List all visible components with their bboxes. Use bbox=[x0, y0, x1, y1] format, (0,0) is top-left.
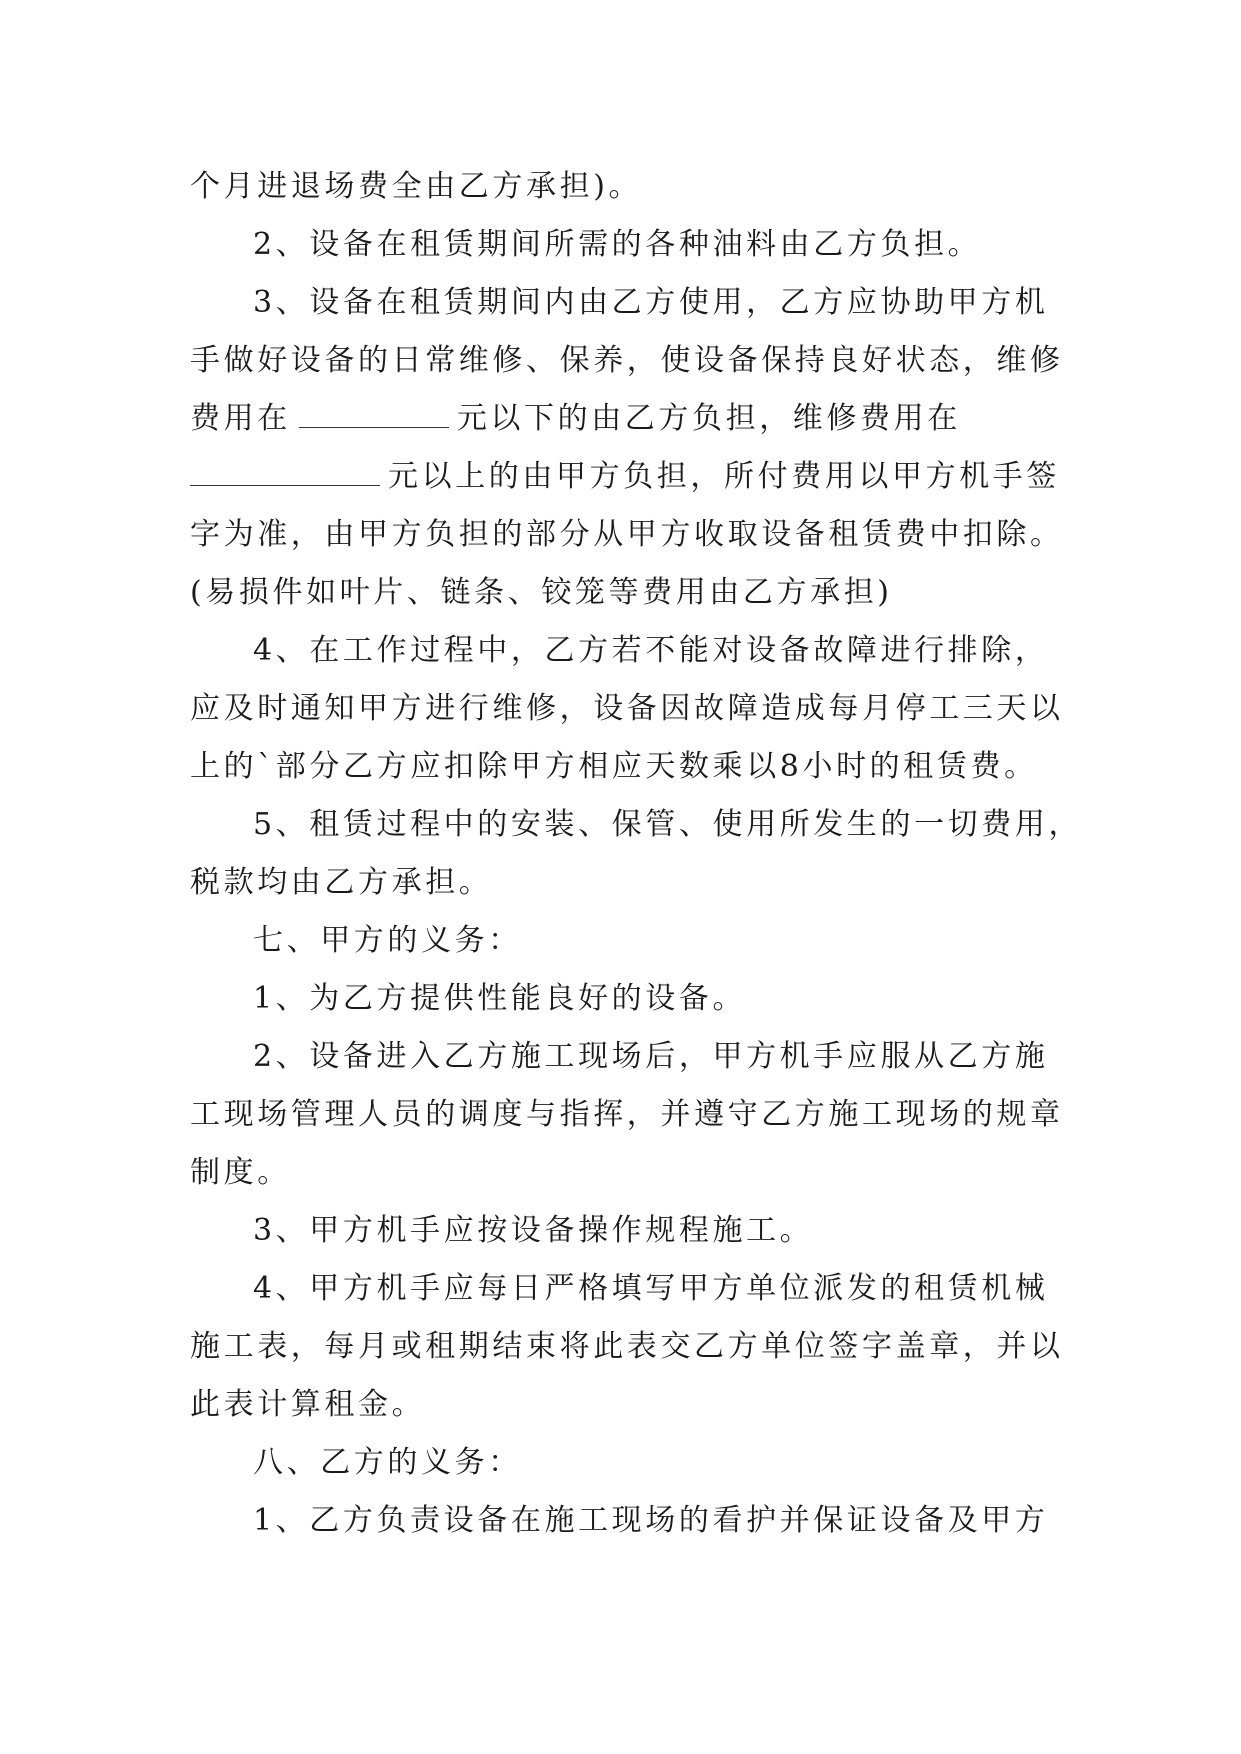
section-heading-8: 八、乙方的义务： bbox=[253, 1445, 522, 1480]
fill-in-blank bbox=[190, 455, 380, 486]
text-line-18: 制度。 bbox=[190, 1155, 291, 1190]
text-fragment: 费用在 bbox=[190, 401, 291, 436]
text-line-4: 手做好设备的日常维修、保养，使设备保持良好状态，维修 bbox=[190, 343, 1064, 378]
section-heading-7: 七、甲方的义务： bbox=[253, 923, 522, 958]
text-line-8: (易损件如叶片、链条、铰笼等费用由乙方承担) bbox=[190, 575, 893, 610]
fill-in-blank bbox=[299, 397, 449, 428]
text-line-10: 应及时通知甲方进行维修，设备因故障造成每月停工三天以 bbox=[190, 691, 1064, 726]
text-fragment: 元以上的由甲方负担，所付费用以甲方机手签 bbox=[388, 459, 1060, 494]
text-line-19: 3、甲方机手应按设备操作规程施工。 bbox=[253, 1213, 814, 1248]
text-line-5 bbox=[190, 390, 1060, 448]
text-line-17: 工现场管理人员的调度与指挥，并遵守乙方施工现场的规章 bbox=[190, 1097, 1064, 1132]
text-line-11: 上的`部分乙方应扣除甲方相应天数乘以8小时的租赁费。 bbox=[190, 749, 1038, 784]
text-line-21: 施工表，每月或租期结束将此表交乙方单位签字盖章，并以 bbox=[190, 1329, 1064, 1364]
text-line-6 bbox=[190, 448, 1060, 506]
text-line-3: 3、设备在租赁期间内由乙方使用，乙方应协助甲方机 bbox=[253, 285, 1049, 320]
text-line-9: 4、在工作过程中，乙方若不能对设备故障进行排除， bbox=[253, 633, 1049, 668]
text-line-2: 2、设备在租赁期间所需的各种油料由乙方负担。 bbox=[253, 227, 982, 262]
text-line-22: 此表计算租金。 bbox=[190, 1387, 426, 1422]
document-page bbox=[190, 158, 1083, 1550]
text-line-1: 个月进退场费全由乙方承担)。 bbox=[190, 169, 643, 204]
text-fragment: 元以下的由乙方负担，维修费用在 bbox=[456, 401, 961, 436]
text-line-13: 税款均由乙方承担。 bbox=[190, 865, 493, 900]
text-line-15: 1、为乙方提供性能良好的设备。 bbox=[253, 981, 747, 1016]
text-line-12: 5、租赁过程中的安装、保管、使用所发生的一切费用， bbox=[253, 807, 1083, 842]
text-line-16: 2、设备进入乙方施工现场后，甲方机手应服从乙方施 bbox=[253, 1039, 1049, 1074]
text-line-7: 字为准，由甲方负担的部分从甲方收取设备租赁费中扣除。 bbox=[190, 517, 1064, 552]
text-line-20: 4、甲方机手应每日严格填写甲方单位派发的租赁机械 bbox=[253, 1271, 1049, 1306]
text-line-24: 1、乙方负责设备在施工现场的看护并保证设备及甲方 bbox=[253, 1503, 1049, 1538]
